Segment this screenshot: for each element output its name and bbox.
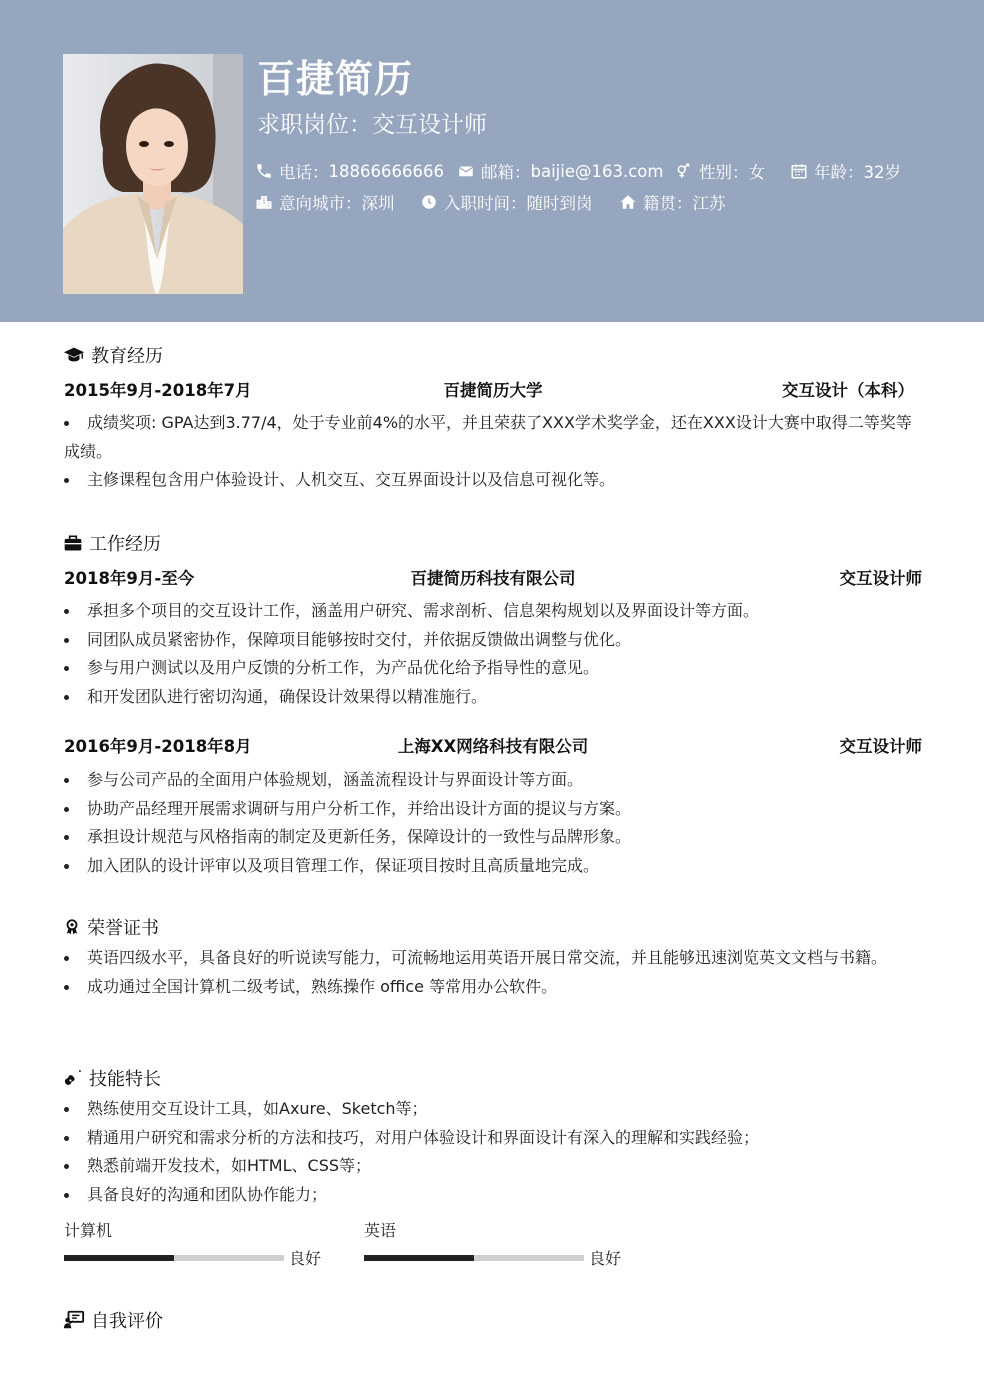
hometown-label: 籍贯：: [643, 194, 693, 213]
work-role: 交互设计师: [839, 569, 922, 588]
gender-label: 性别：: [699, 163, 749, 182]
skill-bar-fill: [364, 1255, 474, 1261]
email-value: baijie@163.com: [530, 161, 664, 181]
info-email: [457, 159, 663, 183]
gender-icon: [675, 162, 693, 180]
skills-bullets: [64, 1095, 914, 1210]
self-eval-heading: 自我评价: [91, 1311, 163, 1332]
work-entry-header: [64, 733, 922, 757]
phone-value: 18866666666: [328, 161, 444, 181]
education-bullets: [64, 409, 914, 495]
list-item: 参与公司产品的全面用户体验规划，涵盖流程设计与界面设计等方面。: [64, 766, 914, 795]
hometown-value: 江苏: [692, 194, 726, 213]
work-role: 交互设计师: [839, 737, 922, 756]
list-item: 英语四级水平，具备良好的听说读写能力，可流畅地运用英语开展日常交流，并且能够迅速浏览英文文档与书籍。: [64, 944, 914, 973]
skill-level-text: 良好: [589, 1249, 622, 1268]
skill-level-text: 良好: [289, 1249, 322, 1268]
work-period: 2016年9月-2018年8月: [64, 737, 252, 756]
list-item: 熟悉前端开发技术，如HTML、CSS等；: [64, 1152, 914, 1181]
info-age: [790, 159, 901, 183]
education-entry-header: [64, 377, 922, 401]
work-bullets: [64, 597, 914, 712]
skill-name: 计算机: [64, 1221, 113, 1240]
info-gender: [675, 159, 765, 183]
list-item: 主修课程包含用户体验设计、人机交互、交互界面设计以及信息可视化等。: [64, 466, 914, 495]
presentation-icon: [63, 1309, 85, 1331]
skill-bar-track: [364, 1255, 584, 1261]
section-skills-title: [63, 1065, 161, 1091]
list-item: 加入团队的设计评审以及项目管理工作，保证项目按时且高质量地完成。: [64, 852, 914, 881]
list-item: 熟练使用交互设计工具，如Axure、Sketch等；: [64, 1095, 914, 1124]
start-time-value: 随时到岗: [526, 194, 593, 213]
education-school: 百捷简历大学: [443, 381, 543, 400]
list-item: 同团队成员紧密协作，保障项目能够按时交付，并依据反馈做出调整与优化。: [64, 626, 914, 655]
gender-value: 女: [748, 163, 765, 182]
education-major: 交互设计（本科）: [782, 381, 914, 400]
skills-heading: 技能特长: [89, 1069, 161, 1090]
age-value: 32岁: [863, 163, 901, 182]
job-target: 求职岗位：交互设计师: [257, 112, 487, 138]
info-hometown: [619, 190, 726, 214]
section-education-title: [63, 342, 163, 368]
list-item: 承担设计规范与风格指南的制定及更新任务，保障设计的一致性与品牌形象。: [64, 823, 914, 852]
skill-name: 英语: [364, 1221, 397, 1240]
clock-icon: [420, 193, 438, 211]
resume-name: 百捷简历: [257, 57, 414, 101]
work-heading: 工作经历: [89, 534, 161, 555]
list-item: 成功通过全国计算机二级考试，熟练操作 office 等常用办公软件。: [64, 973, 914, 1002]
briefcase-icon: [63, 533, 83, 553]
work-entry-header: [64, 565, 922, 589]
guitar-icon: [63, 1068, 83, 1088]
city-label: 意向城市：: [279, 194, 362, 213]
city-icon: [255, 193, 273, 211]
city-value: 深圳: [361, 194, 395, 213]
list-item: 精通用户研究和需求分析的方法和技巧，对用户体验设计和界面设计有深入的理解和实践经验；: [64, 1124, 914, 1153]
skill-bar-track: [64, 1255, 284, 1261]
award-icon: [63, 918, 81, 936]
education-period: 2015年9月-2018年7月: [64, 381, 252, 400]
start-time-label: 入职时间：: [444, 194, 527, 213]
phone-icon: [255, 162, 273, 180]
list-item: 和开发团队进行密切沟通，确保设计效果得以精准施行。: [64, 683, 914, 712]
work-bullets: [64, 766, 914, 881]
age-label: 年龄：: [814, 163, 864, 182]
info-start-time: [420, 190, 593, 214]
section-self-eval-title: [63, 1307, 163, 1333]
info-phone: [255, 159, 444, 183]
header-banner: [0, 0, 984, 322]
list-item: 参与用户测试以及用户反馈的分析工作，为产品优化给予指导性的意见。: [64, 654, 914, 683]
work-company: 百捷简历科技有限公司: [410, 569, 576, 588]
email-label: 邮箱：: [481, 163, 531, 182]
mail-icon: [457, 162, 475, 180]
graduation-cap-icon: [63, 344, 85, 366]
info-city: [255, 190, 395, 214]
list-item: 具备良好的沟通和团队协作能力；: [64, 1181, 914, 1210]
honors-heading: 荣誉证书: [87, 918, 159, 939]
skill-bar-fill: [64, 1255, 174, 1261]
list-item: 协助产品经理开展需求调研与用户分析工作，并给出设计方面的提议与方案。: [64, 795, 914, 824]
phone-label: 电话：: [279, 163, 329, 182]
section-work-title: [63, 530, 161, 556]
skill-level-computer: [64, 1218, 334, 1278]
list-item: 成绩奖项: GPA达到3.77/4，处于专业前4%的水平，并且荣获了XXX学术奖学金，还在XXX设计大赛中取得二等奖等成绩。: [64, 409, 914, 466]
list-item: 承担多个项目的交互设计工作，涵盖用户研究、需求剖析、信息架构规划以及界面设计等方面。: [64, 597, 914, 626]
section-honors-title: [63, 914, 159, 940]
education-heading: 教育经历: [91, 346, 163, 367]
work-period: 2018年9月-至今: [64, 569, 195, 588]
calendar-icon: [790, 162, 808, 180]
work-company: 上海XX网络科技有限公司: [397, 737, 589, 756]
profile-photo: [63, 54, 243, 294]
honors-bullets: [64, 944, 914, 1001]
skill-level-english: [364, 1218, 634, 1278]
home-icon: [619, 193, 637, 211]
